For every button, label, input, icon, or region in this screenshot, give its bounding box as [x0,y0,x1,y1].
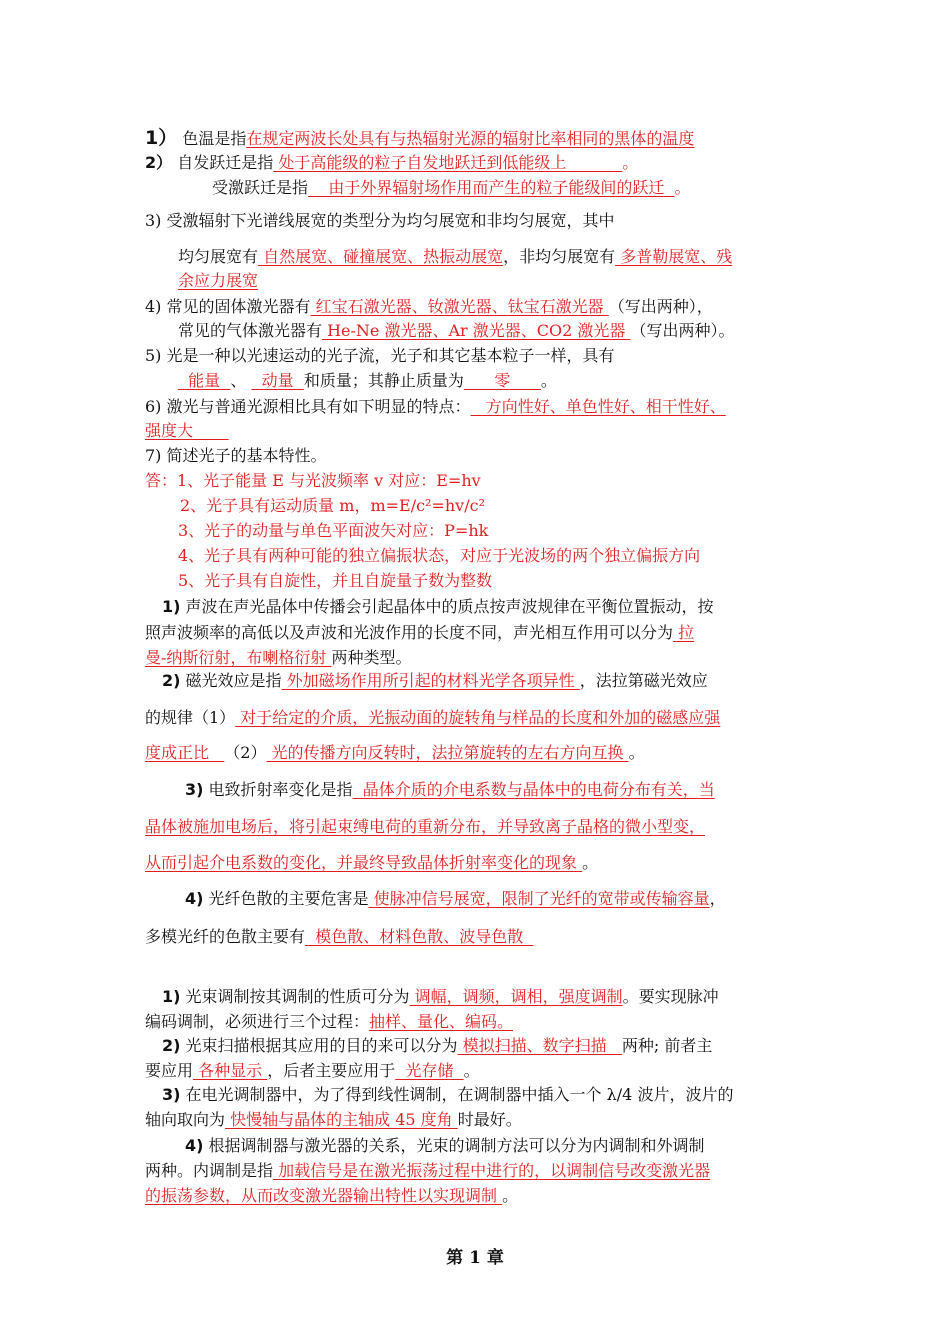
q-stimulated-transition: 受激跃迁是指 由于外界辐射场作用而产生的粒子能级间的跃迁 。 [212,178,691,197]
answer-line-5: 5、光子具有自旋性，并且自旋量子数为整数 [178,571,493,590]
q-photon-characteristics: 7) 简述光子的基本特性。 [145,446,327,465]
q-internal-modulation: 4) 根据调制器与激光器的关系，光束的调制方法可以分为内调制和外调制 [185,1136,705,1155]
q-internal-modulation-cont2: 的振荡参数，从而改变激光器输出特性以实现调制 。 [145,1186,519,1205]
answer-line-4: 4、光子具有两种可能的独立偏振状态，对应于光波场的两个独立偏振方向 [178,546,701,565]
q-beam-scanning: 2) 光束扫描根据其应用的目的来可以分为 模拟扫描、数字扫描 两种; 前者主 [162,1036,713,1055]
q-beam-modulation-cont: 编码调制，必须进行三个过程：抽样、量化、编码。 [145,1012,514,1031]
answer-line-1: 答：1、光子能量 E 与光波频率 v 对应：E=hv [145,471,481,490]
q-solid-lasers: 4) 常见的固体激光器有 红宝石激光器、钕激光器、钛宝石激光器 （写出两种）， [145,297,713,316]
q-acousto-optic-answer: 曼-纳斯衍射，布喇格衍射 两种类型。 [145,648,412,667]
answer-text: 由于外界辐射场作用而产生的粒子能级间的跃迁 [308,178,675,197]
q-electro-refraction-cont: 晶体被施加电场后，将引起束缚电荷的重新分布，并导致离子晶格的微小型变， [145,817,706,836]
answer-text: 处于高能级的粒子自发地跃迁到低能级上 [273,153,623,172]
q-photon-properties-answer: 能量 、 动量 和质量；其静止质量为 零 。 [178,371,557,390]
lambda-symbol: λ [606,1085,617,1104]
q-fiber-dispersion-cont: 多模光纤的色散主要有 模色散、材料色散、波导色散 [145,927,534,946]
answer-text: 在规定两波长处具有与热辐射光源的辐射比率相同的黑体的温度 [246,129,695,148]
q-laser-features: 6) 激光与普通光源相比具有如下明显的特点： 方向性好、单色性好、相干性好、 [145,397,726,416]
q-color-temperature: 1） 色温是指在规定两波长处具有与热辐射光源的辐射比率相同的黑体的温度 [145,127,695,149]
q-line-broadening-answer-cont: 余应力展宽 [178,271,259,290]
q-line-broadening-answer: 均匀展宽有 自然展宽、碰撞展宽、热振动展宽，非均匀展宽有 多普勒展宽、残 [178,247,733,266]
answer-line-3: 3、光子的动量与单色平面波矢对应：P=hk [178,521,489,540]
chapter-label: 第 1 章 [446,1248,504,1268]
q-beam-modulation: 1) 光束调制按其调制的性质可分为 调幅，调频，调相，强度调制。要实现脉冲 [162,987,719,1006]
item-number: 1） [145,127,178,149]
q-electro-optic-modulator-cont: 轴向取向为 快慢轴与晶体的主轴成 45 度角 时最好。 [145,1110,522,1129]
q-spontaneous-transition: 2） 自发跃迁是指 处于高能级的粒子自发地跃迁到低能级上 。 [145,153,639,172]
q-electro-refraction-cont2: 从而引起介电系数的变化，并最终导致晶体折射率变化的现象 。 [145,853,599,872]
q-line-broadening: 3) 受激辐射下光谱线展宽的类型分为均匀展宽和非均匀展宽，其中 [145,211,615,230]
q-beam-scanning-cont: 要应用 各种显示 ，后者主要应用于 光存储 。 [145,1061,480,1080]
q-internal-modulation-cont: 两种。内调制是指 加载信号是在激光振荡过程中进行的，以调制信号改变激光器 [145,1161,711,1180]
q-magneto-optic: 2) 磁光效应是指 外加磁场作用所引起的材料光学各项异性 ，法拉第磁光效应 [162,671,708,690]
q-photon-properties: 5) 光是一种以光速运动的光子流，光子和其它基本粒子一样，具有 [145,346,615,365]
answer-line-2: 2、光子具有运动质量 m，m=E/c²=hv/c² [180,496,485,515]
q-fiber-dispersion: 4) 光纤色散的主要危害是 使脉冲信号展宽，限制了光纤的宽带或传输容量， [185,889,726,908]
q-electro-refraction: 3) 电致折射率变化是指 晶体介质的介电系数与晶体中的电荷分布有关，当 [185,780,715,799]
q-acousto-optic: 1) 声波在声光晶体中传播会引起晶体中的质点按声波规律在平衡位置振动，按 [162,597,714,616]
q-gas-lasers: 常见的气体激光器有 He-Ne 激光器、Ar 激光器、CO2 激光器 （写出两种）。 [178,321,735,340]
q-acousto-optic-cont: 照声波频率的高低以及声波和光波作用的长度不同，声光相互作用可以分为 拉 [145,623,695,642]
q-laser-features-cont: 强度大 [145,421,229,440]
q-magneto-optic-rule1: 的规律（1） 对于给定的介质，光振动面的旋转角与样品的长度和外加的磁感应强 [145,708,721,727]
q-magneto-optic-rule2: 度成正比 （2） 光的传播方向反转时，法拉第旋转的左右方向互换 。 [145,743,645,762]
q-electro-optic-modulator: 3) 在电光调制器中，为了得到线性调制，在调制器中插入一个 λ/4 波片，波片的 [162,1085,734,1104]
